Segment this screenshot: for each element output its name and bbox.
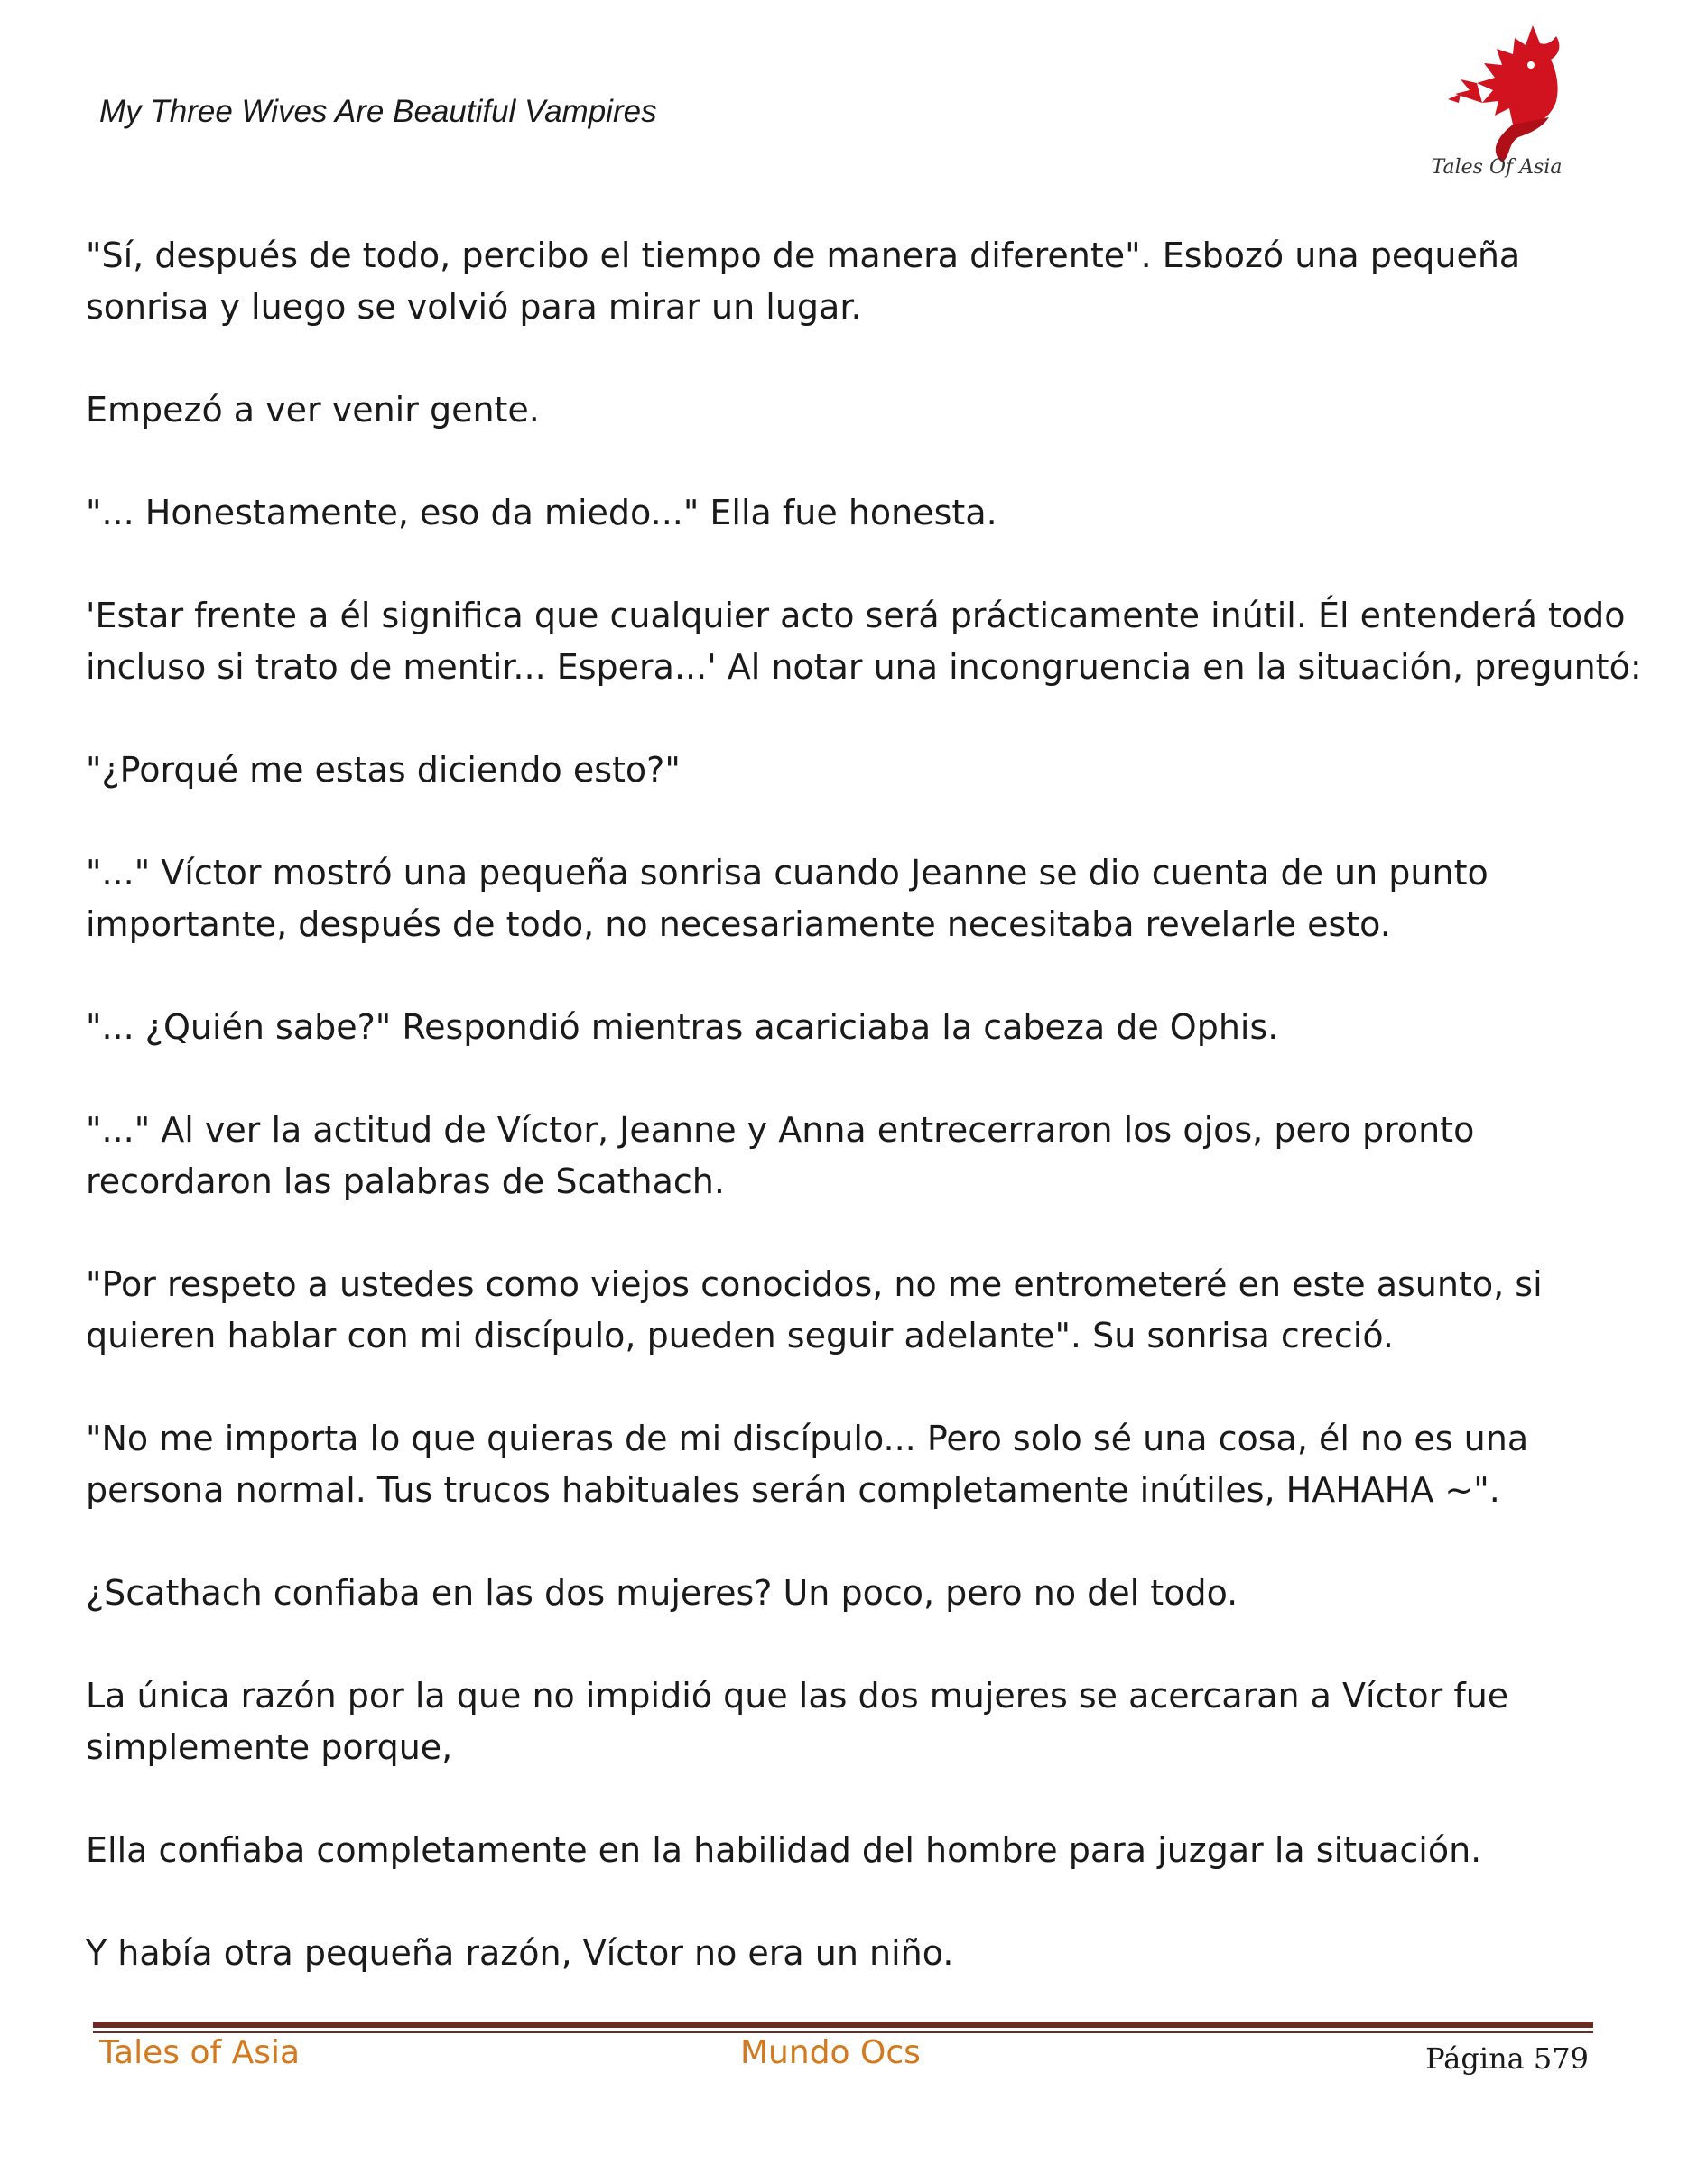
paragraph: "¿Porqué me estas diciendo esto?" [86, 750, 681, 790]
paragraph: Y había otra pequeña razón, Víctor no era un niño. [86, 1933, 954, 1973]
paragraph: "Por respeto a ustedes como viejos conocidos, no me entrometeré en este asunto, si quieren hablar con mi discípulo, pueden seguir adelante". Su sonrisa creció. [86, 1264, 1543, 1356]
footer-divider-thin [93, 2031, 1593, 2033]
paragraph: Ella confiaba completamente en la habilidad del hombre para juzgar la situación. [86, 1830, 1482, 1870]
paragraph: Empezó a ver venir gente. [86, 390, 540, 430]
paragraph: "Sí, después de todo, percibo el tiempo de manera diferente". Esbozó una pequeña sonrisa y luego se volvió para mirar un lugar. [86, 236, 1521, 327]
paragraph: 'Estar frente a él significa que cualquier acto será prácticamente inútil. Él entenderá todo incluso si trato de mentir... Espera...' Al notar una incongruencia en la situación, preguntó: [86, 596, 1642, 687]
chapter-body [86, 230, 1642, 2031]
footer-divider-thick [93, 2022, 1593, 2028]
paragraph: La única razón por la que no impidió que las dos mujeres se acercaran a Víctor fue simplemente porque, [86, 1676, 1509, 1767]
paragraph: "... ¿Quién sabe?" Respondió mientras acariciaba la cabeza de Ophis. [86, 1007, 1279, 1047]
paragraph: ¿Scathach confiaba en las dos mujeres? Un poco, pero no del todo. [86, 1573, 1238, 1613]
paragraph: "..." Al ver la actitud de Víctor, Jeanne y Anna entrecerraron los ojos, pero pronto recordaron las palabras de Scathach. [86, 1110, 1475, 1201]
dragon-logo-icon [1424, 18, 1569, 180]
paragraph: "No me importa lo que quieras de mi discípulo... Pero solo sé una cosa, él no es una persona normal. Tus trucos habituales serán completamente inútiles, HAHAHA ~". [86, 1419, 1529, 1510]
logo-text: Tales Of Asia [1431, 156, 1563, 179]
paragraph: "... Honestamente, eso da miedo..." Ella fue honesta. [86, 493, 997, 532]
header-title: My Three Wives Are Beautiful Vampires [99, 94, 657, 129]
footer-group-name: Mundo Ocs [740, 2034, 921, 2071]
paragraph: "..." Víctor mostró una pequeña sonrisa cuando Jeanne se dio cuenta de un punto importante, después de todo, no necesariamente necesitaba revelarle esto. [86, 853, 1489, 944]
page-number: Página 579 [1425, 2041, 1589, 2076]
footer-site-name: Tales of Asia [99, 2034, 301, 2071]
